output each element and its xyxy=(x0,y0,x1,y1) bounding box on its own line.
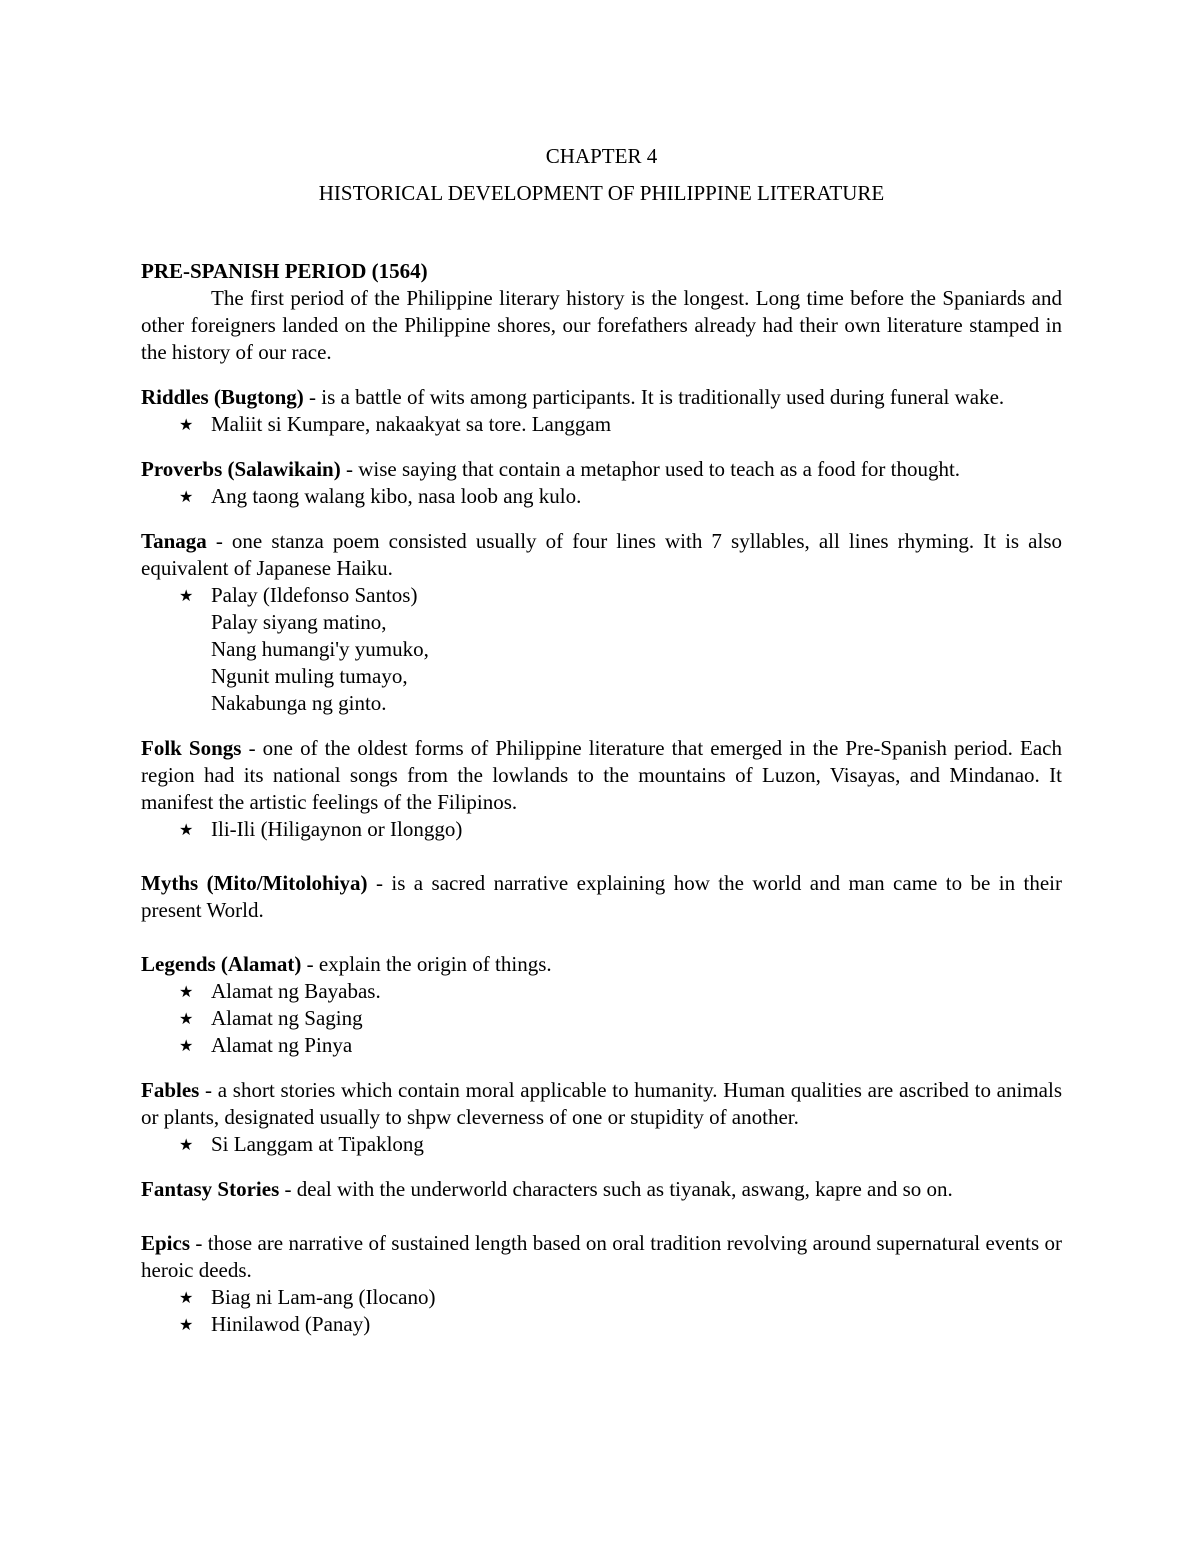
document-content xyxy=(141,138,1062,1356)
definition xyxy=(141,951,1062,978)
chapter-heading: CHAPTER 4 xyxy=(545,144,658,168)
list-item xyxy=(141,483,1062,510)
star-icon: ★ xyxy=(179,982,194,1001)
example-text: Biag ni Lam-ang (Ilocano) xyxy=(211,1285,436,1309)
example-text: Hinilawod (Panay) xyxy=(211,1312,371,1336)
example-list xyxy=(141,582,1062,609)
example-list xyxy=(141,411,1062,438)
section-fables xyxy=(141,1077,1062,1158)
poem-line: Nang humangi'y yumuko, xyxy=(211,637,429,661)
section-epics xyxy=(141,1230,1062,1338)
section-tanaga xyxy=(141,528,1062,717)
definition-text: - is a battle of wits among participants. It is traditionally used during funeral wake. xyxy=(303,385,1005,409)
definition xyxy=(141,1230,1062,1284)
list-item xyxy=(141,582,1062,609)
example-text: Ili-Ili (Hiligaynon or Ilonggo) xyxy=(211,817,463,841)
list-item xyxy=(141,411,1062,438)
section-riddles xyxy=(141,384,1062,438)
term: Folk Songs xyxy=(141,736,242,760)
definition-text: - wise saying that contain a metaphor used to teach as a food for thought. xyxy=(340,457,961,481)
star-icon: ★ xyxy=(179,820,194,839)
example-text: Ang taong walang kibo, nasa loob ang kulo. xyxy=(211,484,582,508)
list-item xyxy=(141,1284,1062,1311)
list-item xyxy=(141,1032,1062,1059)
list-item xyxy=(141,1131,1062,1158)
definition xyxy=(141,870,1062,924)
definition xyxy=(141,528,1062,582)
period-heading: PRE-SPANISH PERIOD (1564) xyxy=(141,259,428,283)
list-item xyxy=(141,816,1062,843)
section-folk-songs xyxy=(141,735,1062,843)
star-icon: ★ xyxy=(179,1315,194,1334)
star-icon: ★ xyxy=(179,487,194,506)
definition-text: - those are narrative of sustained length based on oral tradition revolving around supernatural events or heroic deeds. xyxy=(141,1231,1062,1282)
example-text: Alamat ng Bayabas. xyxy=(211,979,381,1003)
section-proverbs xyxy=(141,456,1062,510)
document-title: HISTORICAL DEVELOPMENT OF PHILIPPINE LITERATURE xyxy=(318,181,885,205)
definition-text: - a short stories which contain moral applicable to humanity. Human qualities are ascribed to animals or plants, designated usually to shpw cleverness of one or stupidity of another. xyxy=(141,1078,1062,1129)
period-intro: The first period of the Philippine literary history is the longest. Long time before the Spaniards and other foreigners landed on the Philippine shores, our forefathers already had their own literature stamped in the history of our race. xyxy=(141,286,1062,364)
term: Fantasy Stories xyxy=(141,1177,280,1201)
term: Fables xyxy=(141,1078,200,1102)
example-list xyxy=(141,483,1062,510)
example-text: Palay (Ildefonso Santos) xyxy=(211,583,418,607)
section-legends xyxy=(141,951,1062,1059)
term: Tanaga xyxy=(141,529,207,553)
term: Legends (Alamat) xyxy=(141,952,302,976)
star-icon: ★ xyxy=(179,586,194,605)
example-text: Alamat ng Pinya xyxy=(211,1033,353,1057)
definition xyxy=(141,1176,1062,1203)
list-item xyxy=(141,1005,1062,1032)
definition-text: - one stanza poem consisted usually of four lines with 7 syllables, all lines rhyming. It is also equivalent of Japanese Haiku. xyxy=(141,529,1062,580)
definition xyxy=(141,1077,1062,1131)
example-text: Maliit si Kumpare, nakaakyat sa tore. Langgam xyxy=(211,412,612,436)
example-list xyxy=(141,1284,1062,1338)
star-icon: ★ xyxy=(179,1009,194,1028)
example-list xyxy=(141,816,1062,843)
example-text: Si Langgam at Tipaklong xyxy=(211,1132,424,1156)
list-item xyxy=(141,978,1062,1005)
definition-text: - deal with the underworld characters such as tiyanak, aswang, kapre and so on. xyxy=(279,1177,953,1201)
example-text: Alamat ng Saging xyxy=(211,1006,363,1030)
poem-line: Nakabunga ng ginto. xyxy=(211,691,387,715)
term: Riddles (Bugtong) xyxy=(141,385,304,409)
definition-text: - one of the oldest forms of Philippine literature that emerged in the Pre-Spanish period. Each region had its national songs from the lowlands to the mountains of Luzon, Visayas, and Mindanao. It manifest the artistic feelings of the Filipinos. xyxy=(141,736,1062,814)
poem-line: Ngunit muling tumayo, xyxy=(211,664,408,688)
star-icon: ★ xyxy=(179,415,194,434)
definition-text: - is a sacred narrative explaining how the world and man came to be in their present World. xyxy=(141,871,1062,922)
term: Proverbs (Salawikain) xyxy=(141,457,341,481)
star-icon: ★ xyxy=(179,1288,194,1307)
term: Epics xyxy=(141,1231,191,1255)
star-icon: ★ xyxy=(179,1135,194,1154)
example-list xyxy=(141,978,1062,1059)
definition-text: - explain the origin of things. xyxy=(301,952,552,976)
definition xyxy=(141,735,1062,816)
definition xyxy=(141,384,1062,411)
section-myths xyxy=(141,870,1062,924)
star-icon: ★ xyxy=(179,1036,194,1055)
definition xyxy=(141,456,1062,483)
term: Myths (Mito/Mitolohiya) xyxy=(141,871,368,895)
poem-line: Palay siyang matino, xyxy=(211,610,387,634)
list-item xyxy=(141,1311,1062,1338)
example-list xyxy=(141,1131,1062,1158)
section-fantasy-stories xyxy=(141,1176,1062,1203)
